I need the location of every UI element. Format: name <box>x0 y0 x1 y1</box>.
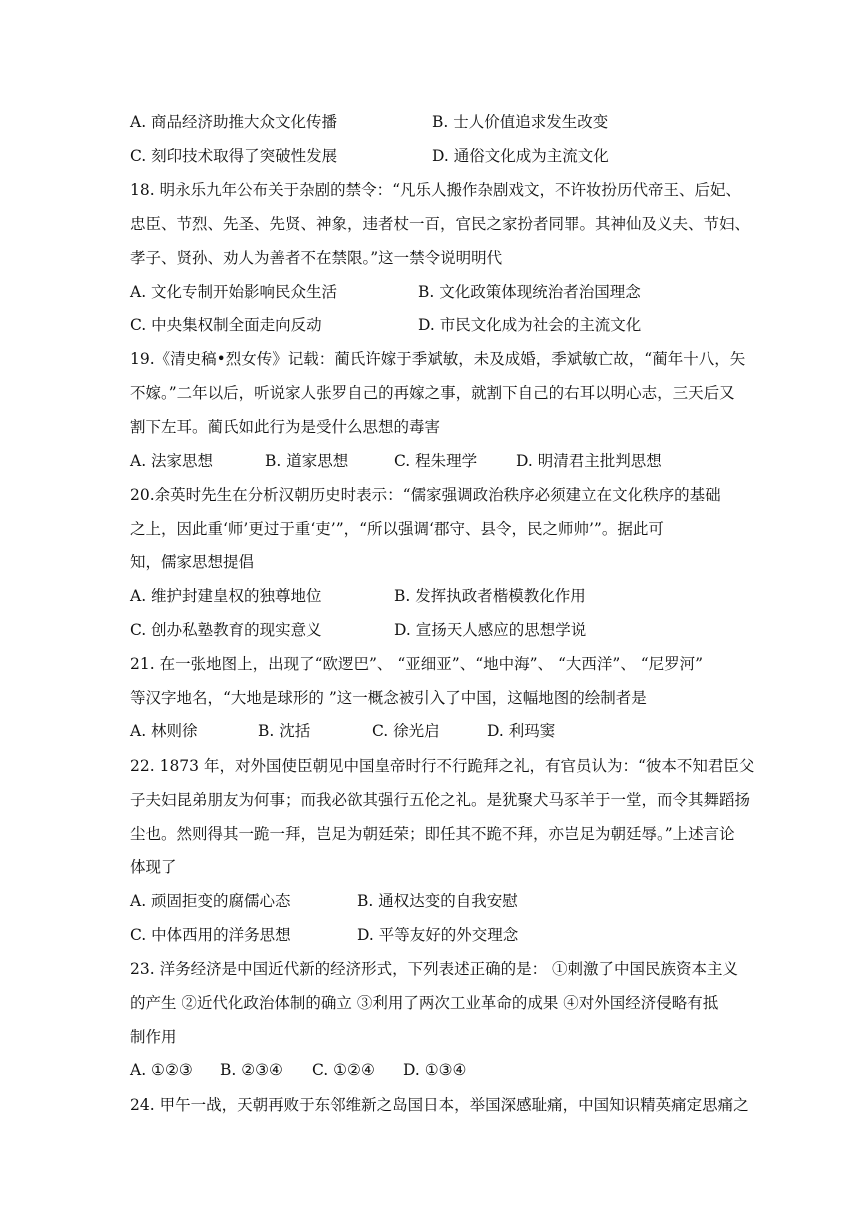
q20-option-c: C. 创办私塾教育的现实意义 <box>130 621 322 639</box>
q23-option-a: A. ①②③ <box>130 1061 193 1079</box>
q23-stem-line: 的产生 ②近代化政治体制的确立 ③利用了两次工业革命的成果 ④对外国经济侵略有抵 <box>130 994 719 1012</box>
q22-stem-line: 22. 1873 年，对外国使臣朝见中国皇帝时行不行跪拜之礼，有官员认为：“彼本不知君臣父 <box>130 757 755 775</box>
q18-stem-line: 忠臣、节烈、先圣、先贤、神象，违者杖一百，官民之家扮者同罪。其神仙及义夫、节妇、 <box>130 215 751 233</box>
q17-option-a: A. 商品经济助推大众文化传播 <box>130 113 338 131</box>
q18-option-d: D. 市民文化成为社会的主流文化 <box>418 316 642 334</box>
q20-option-b: B. 发挥执政者楷模教化作用 <box>394 587 586 605</box>
q21-option-a: A. 林则徐 <box>130 722 198 740</box>
q22-option-b: B. 通权达变的自我安慰 <box>357 892 518 910</box>
q22-stem-line: 子夫妇昆弟朋友为何事；而我必欲其强行五伦之礼。是犹聚犬马豕羊于一堂，而令其舞蹈扬 <box>130 791 751 809</box>
q22-stem-line: 尘也。然则得其一跪一拜，岂足为朝廷荣；即任其不跪不拜，亦岂足为朝廷辱。”上述言论 <box>130 825 735 843</box>
q23-option-d: D. ①③④ <box>403 1061 467 1079</box>
q19-option-c: C. 程朱理学 <box>394 452 478 470</box>
q17-option-c: C. 刻印技术取得了突破性发展 <box>130 147 338 165</box>
q20-option-d: D. 宣扬天人感应的思想学说 <box>394 621 587 639</box>
q23-stem-line: 制作用 <box>130 1028 177 1046</box>
q20-stem-line: 知，儒家思想提倡 <box>130 553 255 571</box>
q22-option-d: D. 平等友好的外交理念 <box>357 926 519 944</box>
q18-stem-line: 18. 明永乐九年公布关于杂剧的禁令：“凡乐人搬作杂剧戏文，不许妆扮历代帝王、后妃、 <box>130 181 742 199</box>
q18-option-a: A. 文化专制开始影响民众生活 <box>130 283 338 301</box>
q17-option-d: D. 通俗文化成为主流文化 <box>432 147 609 165</box>
q19-stem-line: 不嫁。”二年以后，听说家人张罗自己的再嫁之事，就割下自己的右耳以明心志，三天后又 <box>130 384 735 402</box>
q19-option-a: A. 法家思想 <box>130 452 214 470</box>
q18-option-c: C. 中央集权制全面走向反动 <box>130 316 322 334</box>
q23-option-c: C. ①②④ <box>312 1061 375 1079</box>
q18-stem-line: 孝子、贤孙、劝人为善者不在禁限。”这一禁令说明明代 <box>130 249 503 267</box>
q19-option-b: B. 道家思想 <box>265 452 349 470</box>
q20-stem-line: 之上，因此重‘师’更过于重‘吏’”，“所以强调‘郡守、县令，民之师帅’”。据此可 <box>130 520 664 538</box>
q17-option-b: B. 士人价值追求发生改变 <box>432 113 609 131</box>
q20-option-a: A. 维护封建皇权的独尊地位 <box>130 587 322 605</box>
q19-stem-line: 割下左耳。蔺氏如此行为是受什么思想的毒害 <box>130 418 441 436</box>
q19-stem-line: 19.《清史稿•烈女传》记载：蔺氏许嫁于季斌敏，未及成婚，季斌敏亡故，“蔺年十八，矢 <box>130 350 746 368</box>
q22-option-a: A. 顽固拒变的腐儒心态 <box>130 892 291 910</box>
q20-stem-line: 20.余英时先生在分析汉朝历史时表示：“儒家强调政治秩序必须建立在文化秩序的基础 <box>130 486 721 504</box>
q19-option-d: D. 明清君主批判思想 <box>516 452 662 470</box>
q23-option-b: B. ②③④ <box>220 1061 283 1079</box>
q21-stem-line: 21. 在一张地图上，出现了“欧逻巴”、 “亚细亚”、“地中海”、 “大西洋”、 “尼罗河” <box>130 655 704 673</box>
q18-option-b: B. 文化政策体现统治者治国理念 <box>418 283 641 301</box>
q24-stem-line: 24. 甲午一战，天朝再败于东邻维新之岛国日本，举国深感耻痛，中国知识精英痛定思痛之 <box>130 1096 749 1114</box>
q21-option-d: D. 利玛窦 <box>487 722 556 740</box>
q22-option-c: C. 中体西用的洋务思想 <box>130 926 291 944</box>
q23-stem-line: 23. 洋务经济是中国近代新的经济形式，下列表述正确的是： ①刺激了中国民族资本主义 <box>130 960 739 978</box>
q21-option-b: B. 沈括 <box>258 722 311 740</box>
q21-option-c: C. 徐光启 <box>372 722 440 740</box>
q22-stem-line: 体现了 <box>130 858 177 876</box>
q21-stem-line: 等汉字地名，“大地是球形的 ”这一概念被引入了中国，这幅地图的绘制者是 <box>130 689 647 707</box>
